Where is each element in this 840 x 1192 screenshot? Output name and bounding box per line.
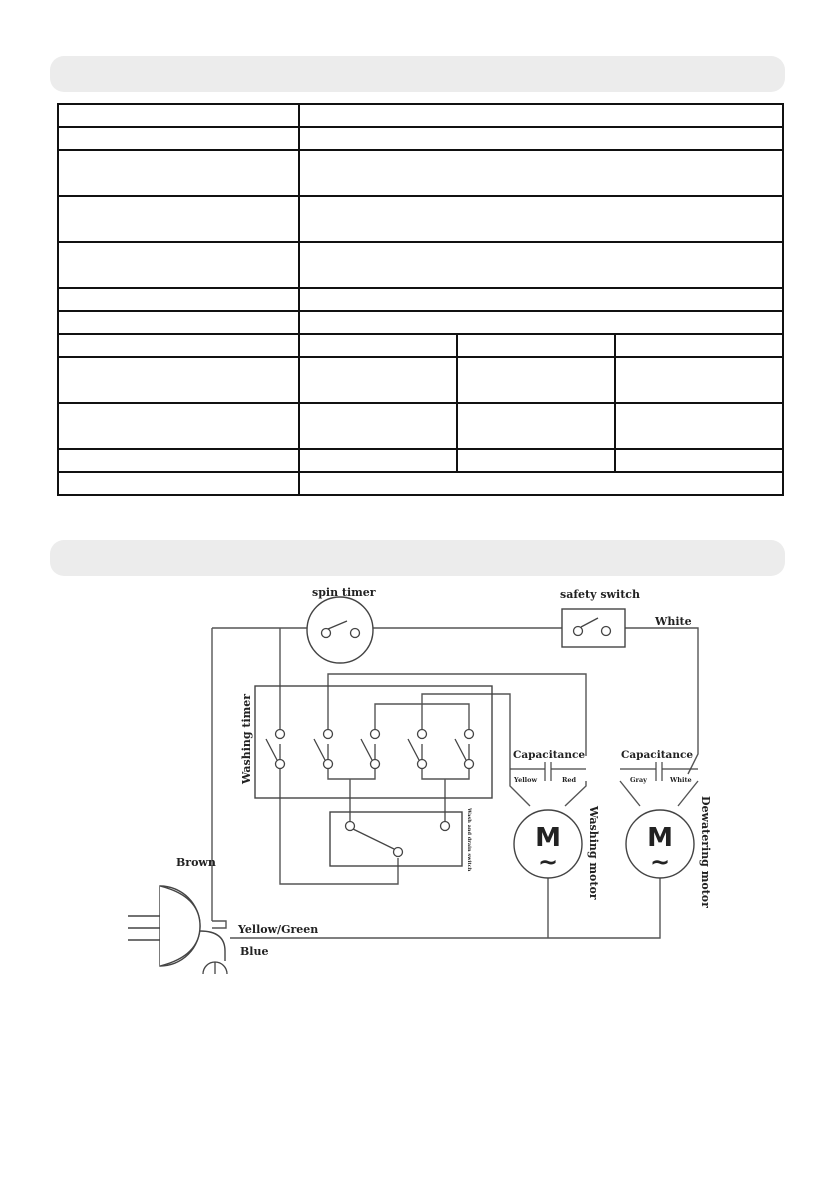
dewater-cap-leads — [620, 781, 698, 806]
spec-value-cell — [457, 403, 615, 449]
washing-cap-leads — [510, 781, 586, 806]
spec-value-cell — [299, 288, 783, 311]
section-header-specifications — [50, 56, 785, 92]
timer-contact-top — [324, 730, 333, 739]
spec-row — [58, 288, 783, 311]
red-label: Red — [562, 776, 577, 784]
spec-row — [58, 150, 783, 196]
timer-switch-blade — [361, 739, 372, 760]
spec-row — [58, 311, 783, 334]
capacitance-left-label: Capacitance — [513, 749, 586, 761]
spec-label-cell — [58, 127, 299, 150]
spec-row — [58, 357, 783, 403]
spin-timer — [307, 597, 373, 663]
timer-contact-top — [276, 730, 285, 739]
wash-switch-return — [280, 769, 398, 884]
capacitance-right-label: Capacitance — [621, 749, 694, 761]
spec-value-cell — [615, 357, 783, 403]
dewatering-motor-m: M — [647, 823, 673, 853]
spec-label-cell — [58, 449, 299, 472]
spec-value-cell — [299, 150, 783, 196]
spec-label-cell — [58, 104, 299, 127]
washing-timer-label: Washing timer — [240, 693, 253, 784]
wash-switch-contacts — [346, 822, 450, 857]
spec-row — [58, 472, 783, 495]
timer-contact-top — [465, 730, 474, 739]
brown-label: Brown — [176, 856, 216, 869]
white-small-label: White — [670, 776, 692, 784]
spec-label-cell — [58, 357, 299, 403]
timer-contact-bottom — [324, 760, 333, 769]
spec-row — [58, 127, 783, 150]
spec-label-cell — [58, 196, 299, 242]
wiring-diagram — [0, 576, 840, 976]
dewatering-motor-ac: ~ — [649, 848, 671, 876]
timer-contact-top — [371, 730, 380, 739]
spin-timer-label: spin timer — [312, 586, 376, 599]
spec-value-cell — [299, 357, 457, 403]
timer-switch-blade — [455, 739, 466, 760]
specifications-table — [57, 103, 784, 496]
gray-label: Gray — [630, 776, 647, 784]
wires — [212, 628, 698, 938]
timer-bottom-link-a — [328, 769, 375, 779]
timer-bottom-link-b — [422, 769, 469, 779]
spec-label-cell — [58, 150, 299, 196]
spec-value-cell — [299, 472, 783, 495]
washing-motor — [514, 810, 582, 878]
spec-value-cell — [615, 449, 783, 472]
spec-row — [58, 334, 783, 357]
spec-value-cell — [299, 104, 783, 127]
spec-row — [58, 403, 783, 449]
timer-switch-blade — [408, 739, 419, 760]
spec-value-cell — [299, 449, 457, 472]
spec-value-cell — [457, 357, 615, 403]
spec-row — [58, 242, 783, 288]
spec-value-cell — [299, 334, 457, 357]
spec-row — [58, 196, 783, 242]
washing-motor-ac: ~ — [537, 848, 559, 876]
spec-value-cell — [457, 334, 615, 357]
washing-motor-m: M — [535, 823, 561, 853]
yellow-label: Yellow — [514, 776, 538, 784]
spec-label-cell — [58, 472, 299, 495]
white-wire-label: White — [655, 615, 692, 628]
spec-label-cell — [58, 288, 299, 311]
timer-to-yellow-wire — [375, 694, 510, 781]
spec-value-cell — [299, 242, 783, 288]
spec-value-cell — [299, 127, 783, 150]
washing-timer-contacts — [266, 730, 474, 769]
dewatering-motor — [626, 810, 694, 878]
washing-motor-label: Washing motor — [587, 806, 600, 900]
spec-value-cell — [299, 311, 783, 334]
safety-switch-label: safety switch — [560, 588, 640, 601]
spec-label-cell — [58, 242, 299, 288]
dewatering-motor-label: Dewatering motor — [699, 796, 712, 908]
timer-contact-bottom — [465, 760, 474, 769]
ground-symbol-icon — [203, 962, 227, 974]
spec-row — [58, 449, 783, 472]
spec-label-cell — [58, 334, 299, 357]
timer-contact-bottom — [371, 760, 380, 769]
timer-contact-bottom — [276, 760, 285, 769]
blue-label: Blue — [240, 945, 269, 958]
timer-switch-blade — [314, 739, 325, 760]
section-header-wiring-diagram — [50, 540, 785, 576]
timer-contact-top — [418, 730, 427, 739]
spec-row — [58, 104, 783, 127]
yellow-green-label: Yellow/Green — [238, 923, 319, 936]
timer-contact-bottom — [418, 760, 427, 769]
spec-value-cell — [615, 403, 783, 449]
safety-switch — [562, 609, 625, 647]
spec-value-cell — [457, 449, 615, 472]
timer-switch-blade — [266, 739, 277, 760]
spec-label-cell — [58, 403, 299, 449]
timer-top-link — [422, 704, 469, 729]
wash-switch-label: Wash and drain switch — [466, 808, 472, 872]
power-plug — [128, 886, 225, 966]
spec-value-cell — [615, 334, 783, 357]
spec-value-cell — [299, 403, 457, 449]
spec-label-cell — [58, 311, 299, 334]
plug-tab — [212, 921, 226, 928]
spec-value-cell — [299, 196, 783, 242]
